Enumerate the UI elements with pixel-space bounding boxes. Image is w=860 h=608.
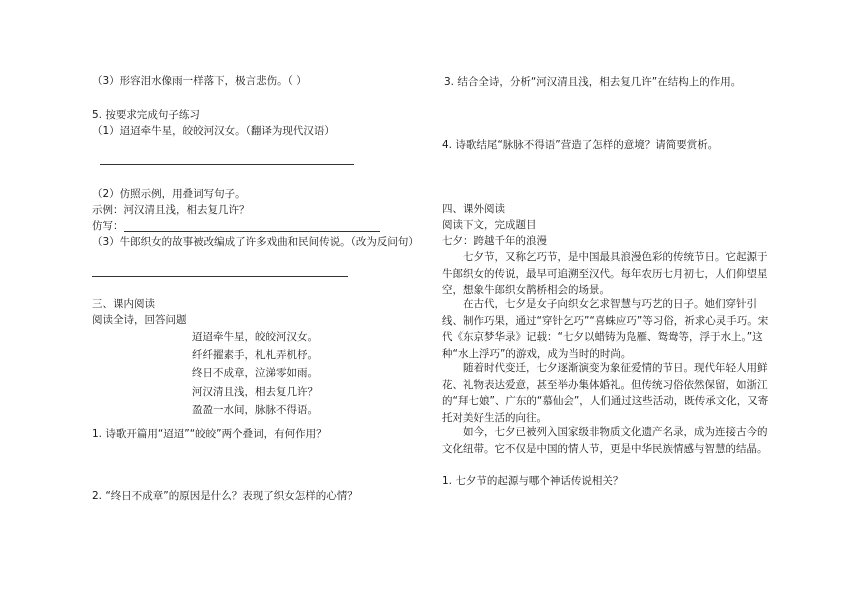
- answer-line-q5-3[interactable]: [92, 276, 348, 277]
- reading-question-2: 2. “终日不成章”的原因是什么？表现了织女怎样的心情？: [92, 490, 358, 502]
- q5-3-prompt: （3）牛郎织女的故事被改编成了许多戏曲和民间传说。（改为反问句）: [92, 236, 419, 248]
- article-paragraph: 七夕节，又称乞巧节，是中国最具浪漫色彩的传统节日。它起源于牛郎织女的传说，最早可追溯至汉代。每年农历七月初七，人们仰望星空，想象牛郎织女鹊桥相会的场景。: [442, 251, 768, 297]
- section-4-title: 四、课外阅读: [442, 203, 505, 215]
- section-3-title: 三、课内阅读: [92, 298, 155, 310]
- q5-title: 5. 按要求完成句子练习: [92, 109, 200, 121]
- q5-example: 示例：河汉清且浅，相去复几许？: [92, 204, 250, 216]
- q5-2-prompt: （2）仿照示例，用叠词写句子。: [92, 188, 246, 200]
- section-3-instruction: 阅读全诗，回答问题: [92, 314, 187, 326]
- answer-line-q5-1[interactable]: [100, 164, 354, 165]
- answer-line-imitate[interactable]: [124, 231, 380, 232]
- reading-question-1: 1. 诗歌开篇用“迢迢”“皎皎”两个叠词，有何作用？: [92, 428, 327, 440]
- article-paragraph: 如今，七夕已被列入国家级非物质文化遗产名录，成为连接古今的文化纽带。它不仅是中国的情人节，更是中华民族情感与智慧的结晶。: [442, 426, 768, 455]
- poem-block: [192, 328, 318, 419]
- article-title: 七夕：跨越千年的浪漫: [442, 235, 547, 247]
- q3-idiom-question: （3）形容泪水像雨一样落下，极言悲伤。（ ）: [92, 75, 307, 87]
- reading-question-4: 4. 诗歌结尾“脉脉不得语”营造了怎样的意境？请简要赏析。: [442, 139, 719, 151]
- reading-question-3: 3. 结合全诗，分析“河汉清且浅，相去复几许”在结构上的作用。: [444, 76, 742, 88]
- poem-line: 河汉清且浅，相去复几许？: [192, 385, 318, 398]
- q5-1-prompt: （1）迢迢牵牛星，皎皎河汉女。（翻译为现代汉语）: [92, 125, 335, 137]
- poem-line: 迢迢牵牛星，皎皎河汉女。: [192, 331, 318, 343]
- poem-line: 纤纤擢素手，札札弄机杼。: [192, 349, 318, 362]
- article-paragraph: 随着时代变迁，七夕逐渐演变为象征爱情的节日。现代年轻人用鲜花、礼物表达爱意，甚至举办集体婚礼。但传统习俗依然保留，如浙江的“拜七娘”、广东的“慕仙会”，人们通过这些活动，既传承文化，又寄托对美好生活的向往。: [442, 362, 769, 424]
- article-paragraph: 在古代，七夕是女子向织女乞求智慧与巧艺的日子。她们穿针引线、制作巧果，通过“穿针乞巧”“喜蛛应巧”等习俗，祈求心灵手巧。宋代《东京梦华录》记载：“七夕以蜡铸为凫雁、鸳鸯等，浮于水上。”这种“水上浮巧”的游戏，成为当时的时尚。: [442, 298, 769, 360]
- outside-reading-question-1: 1. 七夕节的起源与哪个神话传说相关？: [442, 475, 624, 487]
- poem-line: 终日不成章，泣涕零如雨。: [192, 367, 318, 380]
- poem-line: 盈盈一水间，脉脉不得语。: [192, 403, 318, 416]
- section-4-instruction: 阅读下文，完成题目: [442, 219, 537, 231]
- q5-imitate-label: 仿写：: [92, 220, 124, 232]
